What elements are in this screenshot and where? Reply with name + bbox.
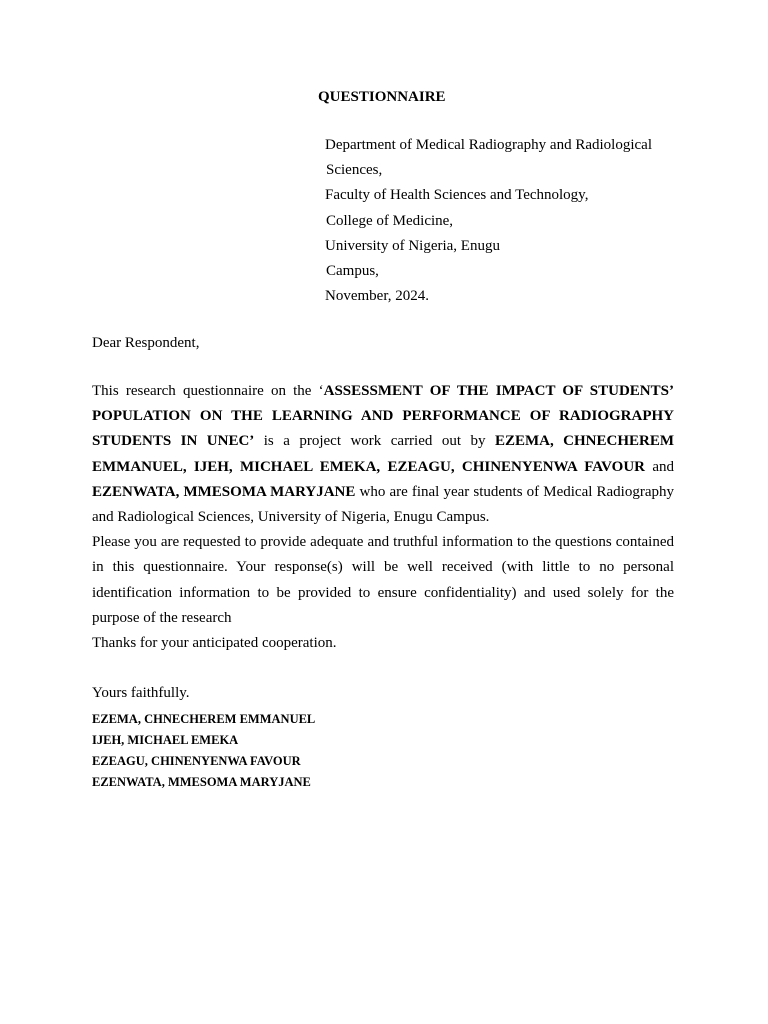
intro-paragraph (92, 379, 674, 530)
signatory-name: EZEAGU, CHINENYENWA FAVOUR (92, 754, 301, 768)
signatory-name: EZENWATA, MMESOMA MARYJANE (92, 775, 311, 789)
address-line: Faculty of Health Sciences and Technology, (325, 187, 589, 204)
address-line: Campus, (326, 263, 379, 280)
intro-text: is a project work carried out by (254, 433, 495, 450)
closing: Yours faithfully. (92, 685, 190, 701)
address-line: Sciences, (326, 162, 383, 179)
signatory-name: IJEH, MICHAEL EMEKA (92, 733, 239, 747)
letter-body (92, 379, 674, 656)
intro-text: and (645, 458, 674, 475)
address-line: University of Nigeria, Enugu (325, 237, 500, 254)
author-name: EZENWATA, MMESOMA MARYJANE (92, 483, 356, 500)
page-title: QUESTIONNAIRE (318, 89, 446, 105)
intro-text: who are final year students of Medical Radiography and Radiological Sciences, University of Nigeria, Enugu Campus. (92, 483, 674, 526)
address-line: College of Medicine, (326, 212, 454, 229)
authors-list: EZEMA, CHNECHEREM EMMANUEL, IJEH, MICHAEL EMEKA, EZEAGU, CHINENYENWA FAVOUR (92, 433, 674, 475)
salutation: Dear Respondent, (92, 335, 200, 351)
project-title: ASSESSMENT OF THE IMPACT OF STUDENTS’ POPULATION ON THE LEARNING AND PERFORMANCE OF RADIOGRAPHY STUDENTS IN UNEC’ (92, 383, 674, 450)
sender-address (325, 133, 675, 309)
thanks-paragraph: Thanks for your anticipated cooperation. (92, 635, 337, 652)
intro-text: This research questionnaire on the ‘ (92, 383, 324, 399)
signatory-name: EZEMA, CHNECHEREM EMMANUEL (92, 712, 316, 726)
address-date: November, 2024. (325, 288, 429, 305)
address-line: Department of Medical Radiography and Radiological (325, 137, 652, 153)
signatories (92, 709, 315, 793)
request-paragraph: Please you are requested to provide adequate and truthful information to the questions contained in this questionnaire. Your response(s) will be well received (with little to no personal identification information to be provided to ensure confidentiality) and used solely for the purpose of the research (92, 534, 674, 626)
